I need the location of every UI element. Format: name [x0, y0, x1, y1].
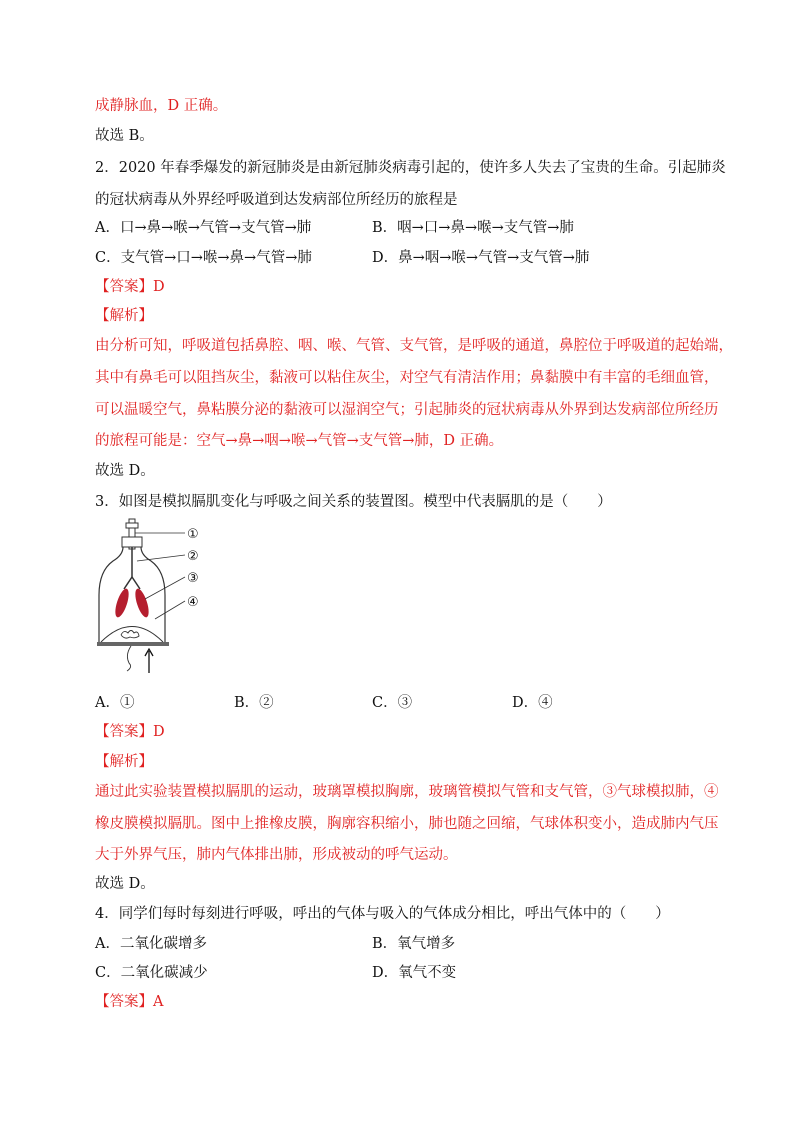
- balloon-right: [133, 587, 152, 619]
- q4-option-c: C．二氧化碳减少: [95, 965, 208, 981]
- tube-collar: [126, 523, 138, 528]
- q3-option-a: A．①: [95, 695, 135, 711]
- q1-select: 故选 B。: [95, 128, 154, 144]
- figure-label-4: ④: [187, 595, 199, 610]
- q4-option-a: A．二氧化碳增多: [95, 936, 207, 952]
- q2-analysis-line3: 可以温暖空气，鼻粘膜分泌的黏液可以湿润空气；引起肺炎的冠状病毒从外界到达发病部位所经历: [95, 402, 719, 418]
- q2-analysis-line2: 其中有鼻毛可以阻挡灰尘，黏液可以粘住灰尘，对空气有清洁作用；鼻黏膜中有丰富的毛细血管，: [95, 370, 719, 386]
- rubber-membrane: [101, 627, 163, 643]
- bronchus-right: [132, 577, 140, 589]
- q2-stem-line1: 2．2020 年春季爆发的新冠肺炎是由新冠肺炎病毒引起的，使许多人失去了宝贵的生命。引起肺炎: [95, 160, 726, 176]
- q3-option-b: B．②: [234, 695, 274, 711]
- q2-analysis-line4: 的旅程可能是：空气→鼻→咽→喉→气管→支气管→肺，D 正确。: [95, 433, 504, 449]
- leader-line-4: [155, 601, 185, 619]
- figure-label-1: ①: [187, 527, 199, 542]
- q2-option-c: C．支气管→口→喉→鼻→气管→肺: [95, 250, 312, 266]
- q1-analysis-tail: 成静脉血，D 正确。: [95, 98, 228, 114]
- q2-option-a: A．口→鼻→喉→气管→支气管→肺: [95, 220, 312, 236]
- balloon-left: [113, 587, 132, 619]
- q4-option-b: B．氧气增多: [372, 936, 456, 952]
- q3-select: 故选 D。: [95, 876, 155, 892]
- stopper: [122, 537, 142, 547]
- pull-string: [127, 646, 131, 671]
- q3-analysis-line2: 橡皮膜模拟膈肌。图中上推橡皮膜，胸廓容积缩小，肺也随之回缩，气球体积变小，造成肺内气压: [95, 816, 719, 832]
- q3-option-d: D．④: [512, 695, 553, 711]
- q2-option-b: B．咽→口→鼻→喉→支气管→肺: [372, 220, 574, 236]
- q2-select: 故选 D。: [95, 463, 155, 479]
- q2-answer: 【答案】D: [95, 279, 165, 295]
- q3-option-c: C．③: [372, 695, 413, 711]
- q4-stem: 4．同学们每时每刻进行呼吸，呼出的气体与吸入的气体成分相比，呼出气体中的（ ）: [95, 906, 670, 922]
- q2-option-d: D．鼻→咽→喉→气管→支气管→肺: [372, 250, 590, 266]
- q3-analysis-line1: 通过此实验装置模拟膈肌的运动，玻璃罩模拟胸廓，玻璃管模拟气管和支气管，③气球模拟肺，④: [95, 784, 719, 800]
- q2-analysis-label: 【解析】: [95, 308, 153, 324]
- q3-analysis-line3: 大于外界气压，肺内气体排出肺，形成被动的呼气运动。: [95, 847, 458, 863]
- figure-label-2: ②: [187, 549, 199, 564]
- q2-stem-line2: 的冠状病毒从外界经呼吸道到达发病部位所经历的旅程是: [95, 192, 458, 208]
- q2-analysis-line1: 由分析可知，呼吸道包括鼻腔、咽、喉、气管、支气管，是呼吸的通道，鼻腔位于呼吸道的起始端，: [95, 338, 733, 354]
- bell-jar-model-figure: [95, 515, 215, 675]
- q4-option-d: D．氧气不变: [372, 965, 457, 981]
- bell-jar-diagram: [95, 515, 215, 675]
- bronchus-left: [124, 577, 132, 589]
- jar-base: [97, 642, 169, 646]
- q3-analysis-label: 【解析】: [95, 754, 153, 770]
- q3-answer: 【答案】D: [95, 724, 165, 740]
- q3-stem: 3．如图是模拟膈肌变化与呼吸之间关系的装置图。模型中代表膈肌的是（ ）: [95, 494, 612, 510]
- q4-answer: 【答案】A: [95, 994, 164, 1010]
- figure-label-3: ③: [187, 571, 199, 586]
